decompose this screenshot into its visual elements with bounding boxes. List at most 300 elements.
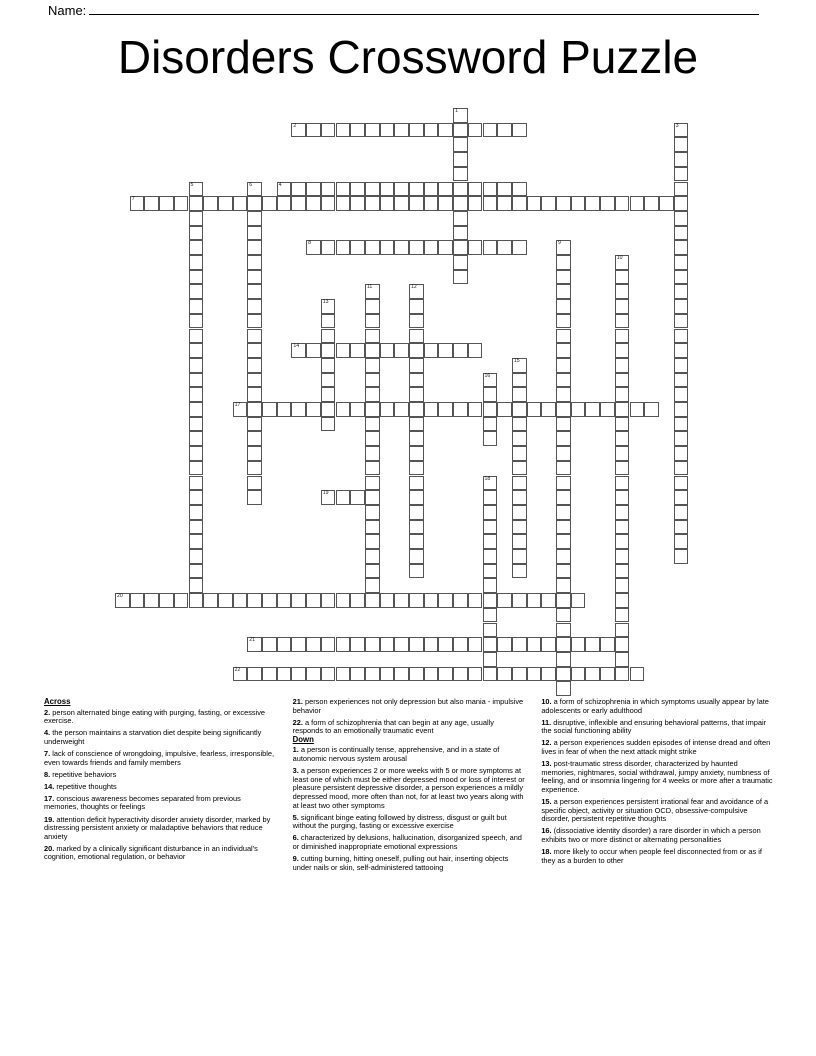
crossword-cell[interactable]: [409, 123, 424, 138]
crossword-cell[interactable]: [512, 196, 527, 211]
crossword-cell[interactable]: [365, 358, 380, 373]
crossword-cell[interactable]: [585, 667, 600, 682]
crossword-cell[interactable]: [409, 490, 424, 505]
crossword-cell[interactable]: [409, 431, 424, 446]
crossword-cell[interactable]: [174, 196, 189, 211]
crossword-cell[interactable]: [189, 329, 204, 344]
crossword-cell[interactable]: [556, 299, 571, 314]
crossword-cell[interactable]: [615, 490, 630, 505]
crossword-cell[interactable]: [468, 182, 483, 197]
crossword-cell[interactable]: [247, 284, 262, 299]
crossword-cell[interactable]: [247, 343, 262, 358]
crossword-cell[interactable]: [424, 196, 439, 211]
crossword-cell[interactable]: [365, 123, 380, 138]
crossword-cell[interactable]: [189, 549, 204, 564]
crossword-cell[interactable]: [483, 490, 498, 505]
crossword-cell[interactable]: [306, 240, 321, 255]
crossword-cell[interactable]: [674, 461, 689, 476]
crossword-cell[interactable]: [644, 402, 659, 417]
crossword-cell[interactable]: [512, 593, 527, 608]
crossword-cell[interactable]: [350, 196, 365, 211]
crossword-cell[interactable]: [483, 623, 498, 638]
crossword-cell[interactable]: [483, 402, 498, 417]
crossword-cell[interactable]: [365, 637, 380, 652]
crossword-cell[interactable]: [321, 402, 336, 417]
crossword-cell[interactable]: [380, 667, 395, 682]
crossword-cell[interactable]: [556, 314, 571, 329]
crossword-cell[interactable]: [453, 137, 468, 152]
crossword-cell[interactable]: [203, 196, 218, 211]
crossword-cell[interactable]: [380, 196, 395, 211]
crossword-cell[interactable]: [483, 387, 498, 402]
crossword-cell[interactable]: [527, 667, 542, 682]
crossword-cell[interactable]: [247, 373, 262, 388]
crossword-cell[interactable]: [115, 593, 130, 608]
crossword-cell[interactable]: [615, 476, 630, 491]
crossword-cell[interactable]: [615, 623, 630, 638]
crossword-cell[interactable]: [483, 667, 498, 682]
crossword-cell[interactable]: [615, 196, 630, 211]
crossword-cell[interactable]: [365, 240, 380, 255]
crossword-cell[interactable]: [394, 402, 409, 417]
crossword-cell[interactable]: [453, 402, 468, 417]
crossword-cell[interactable]: [394, 196, 409, 211]
crossword-cell[interactable]: [615, 593, 630, 608]
crossword-cell[interactable]: [615, 431, 630, 446]
crossword-cell[interactable]: [438, 123, 453, 138]
crossword-cell[interactable]: [556, 623, 571, 638]
crossword-cell[interactable]: [630, 196, 645, 211]
crossword-cell[interactable]: [497, 593, 512, 608]
crossword-cell[interactable]: [365, 299, 380, 314]
crossword-cell[interactable]: [674, 343, 689, 358]
crossword-cell[interactable]: [630, 667, 645, 682]
crossword-cell[interactable]: [306, 593, 321, 608]
crossword-cell[interactable]: [409, 667, 424, 682]
crossword-cell[interactable]: [674, 137, 689, 152]
crossword-cell[interactable]: [189, 373, 204, 388]
crossword-cell[interactable]: [277, 667, 292, 682]
crossword-cell[interactable]: [674, 270, 689, 285]
crossword-cell[interactable]: [189, 490, 204, 505]
crossword-cell[interactable]: [380, 182, 395, 197]
crossword-cell[interactable]: [674, 152, 689, 167]
crossword-cell[interactable]: [438, 182, 453, 197]
crossword-cell[interactable]: [600, 637, 615, 652]
crossword-cell[interactable]: [291, 402, 306, 417]
crossword-cell[interactable]: [350, 240, 365, 255]
crossword-cell[interactable]: [336, 667, 351, 682]
crossword-cell[interactable]: [336, 182, 351, 197]
crossword-cell[interactable]: [336, 593, 351, 608]
crossword-cell[interactable]: [674, 240, 689, 255]
crossword-cell[interactable]: [365, 402, 380, 417]
crossword-cell[interactable]: [674, 182, 689, 197]
crossword-cell[interactable]: [409, 387, 424, 402]
crossword-cell[interactable]: [365, 373, 380, 388]
crossword-cell[interactable]: [600, 402, 615, 417]
crossword-cell[interactable]: [615, 255, 630, 270]
crossword-cell[interactable]: [468, 667, 483, 682]
crossword-cell[interactable]: [409, 284, 424, 299]
crossword-cell[interactable]: [203, 593, 218, 608]
crossword-cell[interactable]: [365, 667, 380, 682]
crossword-cell[interactable]: [674, 196, 689, 211]
crossword-cell[interactable]: [483, 373, 498, 388]
crossword-cell[interactable]: [615, 299, 630, 314]
crossword-cell[interactable]: [512, 373, 527, 388]
crossword-cell[interactable]: [247, 211, 262, 226]
crossword-cell[interactable]: [615, 564, 630, 579]
crossword-cell[interactable]: [262, 593, 277, 608]
crossword-cell[interactable]: [306, 637, 321, 652]
crossword-cell[interactable]: [527, 637, 542, 652]
crossword-cell[interactable]: [483, 417, 498, 432]
crossword-cell[interactable]: [497, 196, 512, 211]
crossword-cell[interactable]: [350, 182, 365, 197]
crossword-cell[interactable]: [453, 123, 468, 138]
crossword-cell[interactable]: [674, 549, 689, 564]
crossword-cell[interactable]: [483, 593, 498, 608]
crossword-cell[interactable]: [615, 343, 630, 358]
crossword-cell[interactable]: [512, 387, 527, 402]
crossword-cell[interactable]: [189, 211, 204, 226]
crossword-cell[interactable]: [247, 226, 262, 241]
crossword-cell[interactable]: [247, 402, 262, 417]
crossword-cell[interactable]: [468, 240, 483, 255]
crossword-cell[interactable]: [674, 446, 689, 461]
crossword-cell[interactable]: [233, 593, 248, 608]
crossword-cell[interactable]: [600, 667, 615, 682]
crossword-cell[interactable]: [409, 446, 424, 461]
crossword-cell[interactable]: [571, 196, 586, 211]
crossword-cell[interactable]: [409, 299, 424, 314]
crossword-cell[interactable]: [409, 358, 424, 373]
crossword-cell[interactable]: [350, 593, 365, 608]
crossword-cell[interactable]: [600, 196, 615, 211]
crossword-cell[interactable]: [189, 417, 204, 432]
crossword-cell[interactable]: [512, 417, 527, 432]
crossword-cell[interactable]: [350, 490, 365, 505]
crossword-cell[interactable]: [321, 637, 336, 652]
crossword-cell[interactable]: [306, 182, 321, 197]
crossword-cell[interactable]: [453, 152, 468, 167]
crossword-cell[interactable]: [674, 417, 689, 432]
crossword-cell[interactable]: [189, 299, 204, 314]
crossword-cell[interactable]: [674, 314, 689, 329]
crossword-cell[interactable]: [424, 637, 439, 652]
crossword-cell[interactable]: [468, 402, 483, 417]
crossword-cell[interactable]: [571, 402, 586, 417]
crossword-cell[interactable]: [365, 490, 380, 505]
crossword-cell[interactable]: [674, 476, 689, 491]
crossword-cell[interactable]: [453, 108, 468, 123]
crossword-cell[interactable]: [512, 534, 527, 549]
crossword-cell[interactable]: [468, 637, 483, 652]
crossword-cell[interactable]: [189, 564, 204, 579]
crossword-cell[interactable]: [247, 182, 262, 197]
crossword-cell[interactable]: [615, 373, 630, 388]
crossword-cell[interactable]: [541, 667, 556, 682]
crossword-cell[interactable]: [306, 343, 321, 358]
crossword-cell[interactable]: [321, 373, 336, 388]
crossword-cell[interactable]: [394, 182, 409, 197]
crossword-cell[interactable]: [291, 593, 306, 608]
crossword-cell[interactable]: [321, 593, 336, 608]
crossword-cell[interactable]: [277, 637, 292, 652]
crossword-cell[interactable]: [512, 240, 527, 255]
crossword-cell[interactable]: [512, 431, 527, 446]
crossword-cell[interactable]: [409, 505, 424, 520]
crossword-cell[interactable]: [674, 284, 689, 299]
crossword-cell[interactable]: [365, 387, 380, 402]
crossword-cell[interactable]: [321, 667, 336, 682]
crossword-cell[interactable]: [497, 667, 512, 682]
crossword-cell[interactable]: [674, 329, 689, 344]
crossword-cell[interactable]: [615, 402, 630, 417]
crossword-cell[interactable]: [321, 343, 336, 358]
crossword-cell[interactable]: [674, 402, 689, 417]
crossword-cell[interactable]: [424, 240, 439, 255]
crossword-cell[interactable]: [321, 329, 336, 344]
crossword-cell[interactable]: [571, 637, 586, 652]
crossword-cell[interactable]: [556, 652, 571, 667]
crossword-cell[interactable]: [247, 476, 262, 491]
crossword-cell[interactable]: [615, 417, 630, 432]
crossword-cell[interactable]: [483, 534, 498, 549]
crossword-cell[interactable]: [512, 402, 527, 417]
crossword-cell[interactable]: [512, 505, 527, 520]
crossword-cell[interactable]: [483, 520, 498, 535]
crossword-cell[interactable]: [585, 637, 600, 652]
crossword-cell[interactable]: [556, 373, 571, 388]
crossword-cell[interactable]: [512, 446, 527, 461]
crossword-grid[interactable]: [115, 108, 700, 688]
crossword-cell[interactable]: [512, 358, 527, 373]
crossword-cell[interactable]: [453, 667, 468, 682]
crossword-cell[interactable]: [453, 593, 468, 608]
crossword-cell[interactable]: [453, 270, 468, 285]
crossword-cell[interactable]: [615, 637, 630, 652]
crossword-cell[interactable]: [483, 196, 498, 211]
crossword-cell[interactable]: [483, 637, 498, 652]
crossword-cell[interactable]: [527, 196, 542, 211]
crossword-cell[interactable]: [556, 490, 571, 505]
crossword-cell[interactable]: [571, 593, 586, 608]
crossword-cell[interactable]: [541, 196, 556, 211]
crossword-cell[interactable]: [438, 402, 453, 417]
crossword-cell[interactable]: [189, 505, 204, 520]
crossword-cell[interactable]: [247, 637, 262, 652]
crossword-cell[interactable]: [674, 299, 689, 314]
crossword-cell[interactable]: [453, 196, 468, 211]
crossword-cell[interactable]: [615, 549, 630, 564]
crossword-cell[interactable]: [174, 593, 189, 608]
crossword-cell[interactable]: [556, 505, 571, 520]
crossword-cell[interactable]: [291, 182, 306, 197]
crossword-cell[interactable]: [365, 578, 380, 593]
crossword-cell[interactable]: [615, 358, 630, 373]
crossword-cell[interactable]: [409, 417, 424, 432]
crossword-cell[interactable]: [321, 123, 336, 138]
crossword-cell[interactable]: [336, 123, 351, 138]
crossword-cell[interactable]: [247, 593, 262, 608]
crossword-cell[interactable]: [556, 387, 571, 402]
crossword-cell[interactable]: [556, 608, 571, 623]
crossword-cell[interactable]: [277, 196, 292, 211]
crossword-cell[interactable]: [674, 123, 689, 138]
crossword-cell[interactable]: [189, 358, 204, 373]
crossword-cell[interactable]: [189, 578, 204, 593]
crossword-cell[interactable]: [336, 343, 351, 358]
crossword-cell[interactable]: [409, 564, 424, 579]
crossword-cell[interactable]: [438, 343, 453, 358]
crossword-cell[interactable]: [556, 534, 571, 549]
crossword-cell[interactable]: [453, 343, 468, 358]
crossword-cell[interactable]: [541, 402, 556, 417]
crossword-cell[interactable]: [512, 520, 527, 535]
crossword-cell[interactable]: [556, 564, 571, 579]
crossword-cell[interactable]: [291, 123, 306, 138]
crossword-cell[interactable]: [556, 578, 571, 593]
crossword-cell[interactable]: [262, 637, 277, 652]
crossword-cell[interactable]: [394, 593, 409, 608]
crossword-cell[interactable]: [512, 490, 527, 505]
crossword-cell[interactable]: [674, 226, 689, 241]
name-write-in-line[interactable]: [89, 2, 759, 15]
crossword-cell[interactable]: [424, 343, 439, 358]
crossword-cell[interactable]: [556, 520, 571, 535]
crossword-cell[interactable]: [277, 182, 292, 197]
crossword-cell[interactable]: [159, 593, 174, 608]
crossword-cell[interactable]: [453, 211, 468, 226]
crossword-cell[interactable]: [144, 196, 159, 211]
crossword-cell[interactable]: [527, 593, 542, 608]
crossword-cell[interactable]: [365, 564, 380, 579]
crossword-cell[interactable]: [262, 196, 277, 211]
crossword-cell[interactable]: [336, 402, 351, 417]
crossword-cell[interactable]: [615, 284, 630, 299]
crossword-cell[interactable]: [483, 182, 498, 197]
crossword-cell[interactable]: [189, 314, 204, 329]
crossword-cell[interactable]: [247, 417, 262, 432]
crossword-cell[interactable]: [512, 564, 527, 579]
crossword-cell[interactable]: [321, 314, 336, 329]
crossword-cell[interactable]: [189, 270, 204, 285]
crossword-cell[interactable]: [556, 358, 571, 373]
crossword-cell[interactable]: [497, 123, 512, 138]
crossword-cell[interactable]: [615, 461, 630, 476]
crossword-cell[interactable]: [424, 593, 439, 608]
crossword-cell[interactable]: [189, 431, 204, 446]
crossword-cell[interactable]: [291, 667, 306, 682]
crossword-cell[interactable]: [556, 343, 571, 358]
crossword-cell[interactable]: [189, 196, 204, 211]
crossword-cell[interactable]: [321, 299, 336, 314]
crossword-cell[interactable]: [424, 667, 439, 682]
crossword-cell[interactable]: [380, 123, 395, 138]
crossword-cell[interactable]: [556, 284, 571, 299]
crossword-cell[interactable]: [365, 505, 380, 520]
crossword-cell[interactable]: [615, 446, 630, 461]
crossword-cell[interactable]: [189, 446, 204, 461]
crossword-cell[interactable]: [438, 667, 453, 682]
crossword-cell[interactable]: [247, 196, 262, 211]
crossword-cell[interactable]: [674, 520, 689, 535]
crossword-cell[interactable]: [409, 476, 424, 491]
crossword-cell[interactable]: [468, 123, 483, 138]
crossword-cell[interactable]: [541, 637, 556, 652]
crossword-cell[interactable]: [674, 373, 689, 388]
crossword-cell[interactable]: [424, 402, 439, 417]
crossword-cell[interactable]: [189, 182, 204, 197]
crossword-cell[interactable]: [659, 196, 674, 211]
crossword-cell[interactable]: [189, 402, 204, 417]
crossword-cell[interactable]: [380, 402, 395, 417]
crossword-cell[interactable]: [497, 182, 512, 197]
crossword-cell[interactable]: [159, 196, 174, 211]
crossword-cell[interactable]: [615, 270, 630, 285]
crossword-cell[interactable]: [468, 343, 483, 358]
crossword-cell[interactable]: [556, 329, 571, 344]
crossword-cell[interactable]: [409, 343, 424, 358]
crossword-cell[interactable]: [585, 196, 600, 211]
crossword-cell[interactable]: [189, 226, 204, 241]
crossword-cell[interactable]: [615, 314, 630, 329]
crossword-cell[interactable]: [189, 593, 204, 608]
crossword-cell[interactable]: [394, 240, 409, 255]
crossword-cell[interactable]: [409, 314, 424, 329]
crossword-cell[interactable]: [350, 123, 365, 138]
crossword-cell[interactable]: [556, 446, 571, 461]
crossword-cell[interactable]: [556, 667, 571, 682]
crossword-cell[interactable]: [247, 431, 262, 446]
crossword-cell[interactable]: [438, 637, 453, 652]
crossword-cell[interactable]: [247, 446, 262, 461]
crossword-cell[interactable]: [233, 667, 248, 682]
crossword-cell[interactable]: [615, 329, 630, 344]
crossword-cell[interactable]: [512, 476, 527, 491]
crossword-cell[interactable]: [571, 667, 586, 682]
crossword-cell[interactable]: [247, 358, 262, 373]
crossword-cell[interactable]: [438, 196, 453, 211]
crossword-cell[interactable]: [321, 387, 336, 402]
crossword-cell[interactable]: [556, 240, 571, 255]
crossword-cell[interactable]: [336, 490, 351, 505]
crossword-cell[interactable]: [365, 534, 380, 549]
crossword-cell[interactable]: [468, 593, 483, 608]
crossword-cell[interactable]: [453, 182, 468, 197]
crossword-cell[interactable]: [468, 196, 483, 211]
crossword-cell[interactable]: [585, 402, 600, 417]
crossword-cell[interactable]: [483, 564, 498, 579]
crossword-cell[interactable]: [483, 549, 498, 564]
crossword-cell[interactable]: [247, 299, 262, 314]
crossword-cell[interactable]: [615, 505, 630, 520]
crossword-cell[interactable]: [336, 637, 351, 652]
crossword-cell[interactable]: [512, 549, 527, 564]
crossword-cell[interactable]: [674, 358, 689, 373]
crossword-cell[interactable]: [615, 667, 630, 682]
crossword-cell[interactable]: [512, 123, 527, 138]
crossword-cell[interactable]: [365, 417, 380, 432]
crossword-cell[interactable]: [380, 637, 395, 652]
crossword-cell[interactable]: [277, 402, 292, 417]
crossword-cell[interactable]: [409, 593, 424, 608]
crossword-cell[interactable]: [424, 182, 439, 197]
crossword-cell[interactable]: [306, 196, 321, 211]
crossword-cell[interactable]: [497, 240, 512, 255]
